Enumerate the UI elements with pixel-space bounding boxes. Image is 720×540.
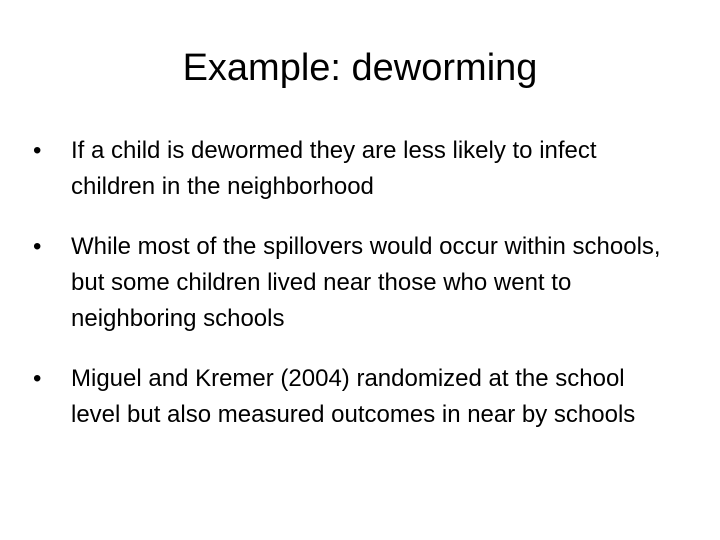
bullet-item: [33, 229, 673, 337]
slide-title: Example: deworming: [182, 47, 538, 89]
bullet-marker: •: [33, 137, 42, 164]
bullet-text: Miguel and Kremer (2004) randomized at the school level but also measured outcomes in near by schools: [71, 365, 636, 428]
bullet-text: While most of the spillovers would occur within schools, but some children lived near those who went to neighboring schools: [71, 233, 661, 332]
bullet-item: [33, 133, 673, 205]
bullet-item: [33, 361, 673, 433]
bullet-marker: •: [33, 365, 42, 392]
bullet-marker: •: [33, 233, 42, 260]
bullet-text: If a child is dewormed they are less likely to infect children in the neighborhood: [71, 137, 597, 200]
bullet-list: [33, 133, 673, 457]
